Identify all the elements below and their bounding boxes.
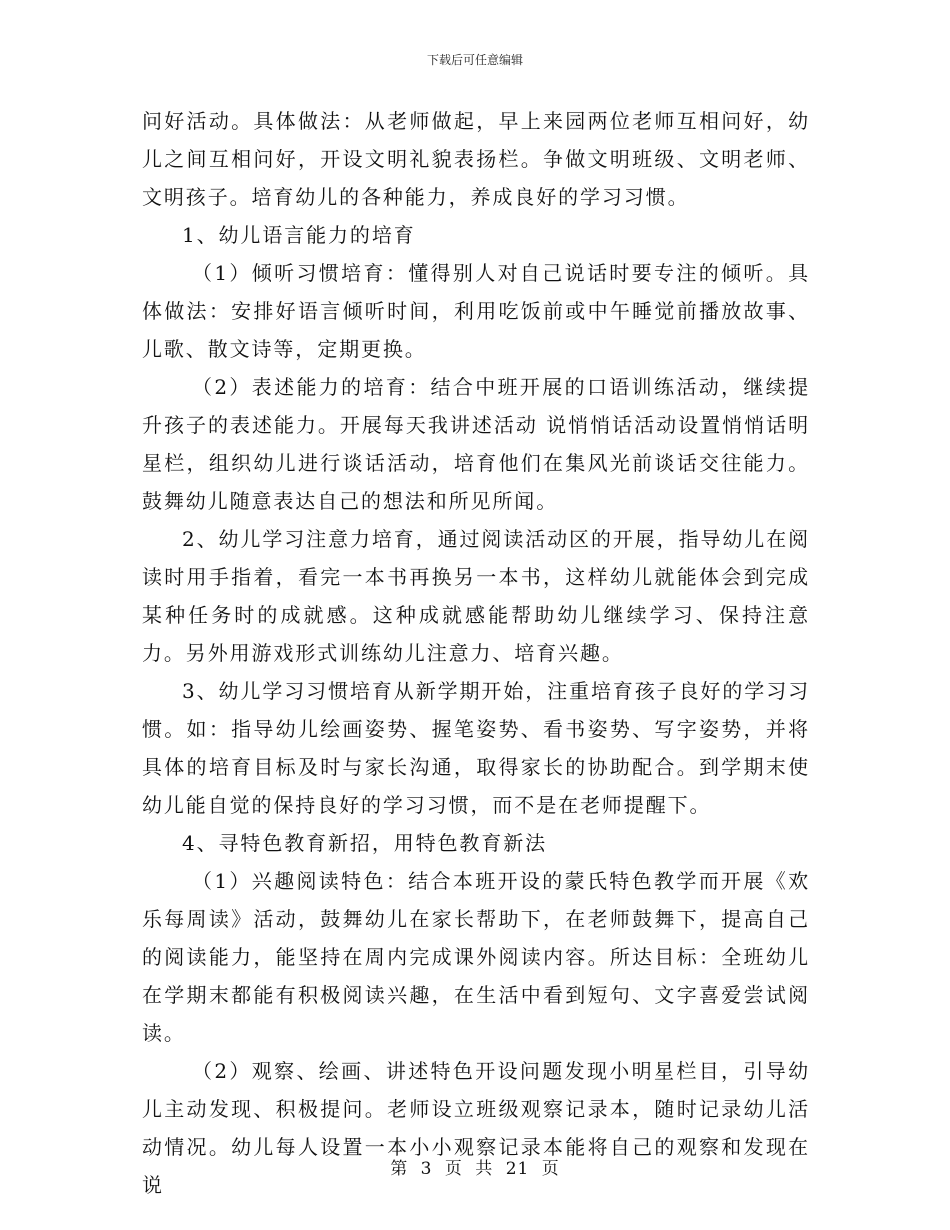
paragraph-expression-ability: （2）表述能力的培育：结合中班开展的口语训练活动，继续提升孩子的表述能力。开展每天我讲述活动 说悄悄话活动设置悄悄话明星栏，组织幼儿进行谈话活动，培育他们在集风光前谈话交往能力。鼓舞幼儿随意表达自己的想法和所见所闻。 bbox=[142, 375, 810, 513]
paragraph-observation-drawing: （2）观察、绘画、讲述特色开设问题发现小明星栏目，引导幼儿主动发现、积极提问。老师设立班级观察记录本，随时记录幼儿活动情况。幼儿每人设置一本小小观察记录本能将自己的观察和发现在说 bbox=[142, 1059, 810, 1197]
document-body bbox=[142, 102, 810, 1204]
paragraph-attention-training: 2、幼儿学习注意力培育，通过阅读活动区的开展，指导幼儿在阅读时用手指着，看完一本书再换另一本书，这样幼儿就能体会到完成某种任务时的成就感。这种成就感能帮助幼儿继续学习、保持注意力。另外用游戏形式训练幼儿注意力、培育兴趣。 bbox=[142, 527, 810, 665]
heading-language-ability: 1、幼儿语言能力的培育 bbox=[182, 223, 416, 247]
page-header: 下载后可任意编辑 bbox=[426, 53, 523, 67]
page-number-footer: 第 3 页 共 21 页 bbox=[390, 1159, 560, 1179]
paragraph-listening-habit: （1）倾听习惯培育：懂得别人对自己说话时要专注的倾听。具体做法：安排好语言倾听时间，利用吃饭前或中午睡觉前播放故事、儿歌、散文诗等，定期更换。 bbox=[142, 261, 810, 361]
paragraph-greeting-activity: 问好活动。具体做法：从老师做起，早上来园两位老师互相问好，幼儿之间互相问好，开设文明礼貌表扬栏。争做文明班级、文明老师、文明孩子。培育幼儿的各种能力，养成良好的学习习惯。 bbox=[142, 109, 810, 209]
paragraph-study-habits: 3、幼儿学习习惯培育从新学期开始，注重培育孩子良好的学习习惯。如：指导幼儿绘画姿势、握笔姿势、看书姿势、写字姿势，并将具体的培育目标及时与家长沟通，取得家长的协助配合。到学期末使幼儿能自觉的保持良好的学习习惯，而不是在老师提醒下。 bbox=[142, 679, 810, 817]
paragraph-reading-interest: （1）兴趣阅读特色：结合本班开设的蒙氏特色教学而开展《欢乐每周读》活动，鼓舞幼儿在家长帮助下，在老师鼓舞下，提高自己的阅读能力，能坚持在周内完成课外阅读内容。所达目标：全班幼儿在学期末都能有积极阅读兴趣，在生活中看到短句、文字喜爱尝试阅读。 bbox=[142, 869, 810, 1045]
heading-special-education: 4、寻特色教育新招，用特色教育新法 bbox=[182, 831, 548, 855]
